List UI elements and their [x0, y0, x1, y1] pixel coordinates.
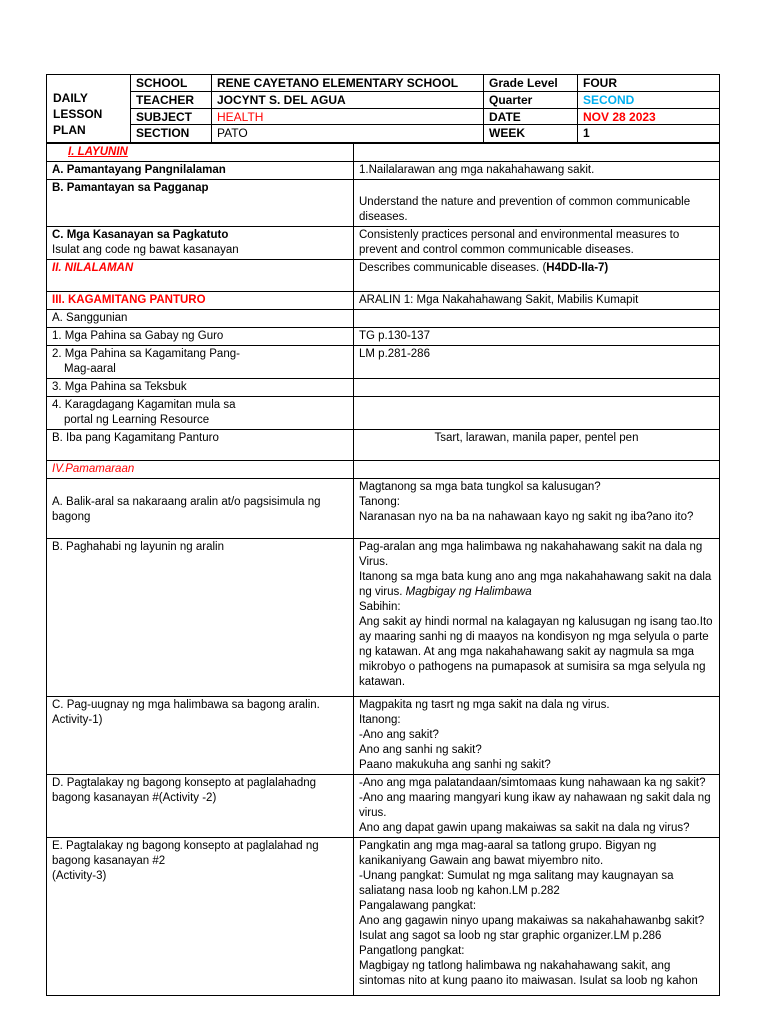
- gabay-label: 1. Mga Pahina sa Gabay ng Guro: [47, 328, 354, 346]
- teacher-label: TEACHER: [131, 92, 212, 109]
- kagamitang-pang-aaral-cell: 2. Mga Pahina sa Kagamitang Pang- Mag-aaral: [47, 346, 354, 379]
- teacher-value: JOCYNT S. DEL AGUA: [212, 92, 484, 109]
- grade-label: Grade Level: [484, 75, 578, 92]
- lesson-table: [46, 143, 720, 996]
- table-row: [47, 310, 720, 328]
- kagamitan-heading: III. KAGAMITANG PANTURO: [47, 292, 354, 310]
- dlp-title: DAILY LESSON PLAN: [47, 75, 131, 142]
- table-row: [47, 328, 720, 346]
- table-row: [47, 775, 720, 838]
- competency-code: H4DD-IIa-7): [546, 262, 609, 274]
- lesson-plan-document: [46, 74, 720, 996]
- iba-kagamitan-value: Tsart, larawan, manila paper, pentel pen: [354, 430, 720, 461]
- week-value: 1: [583, 126, 590, 141]
- pamamaraan-heading: IV.Pamamaraan: [47, 461, 354, 479]
- table-row: [47, 346, 720, 379]
- layunin-heading: I. LAYUNIN: [47, 144, 354, 162]
- karagdagang-kagamitan-cell: 4. Karagdagang Kagamitan mula sa portal ng Learning Resource: [47, 397, 354, 430]
- pag-uugnay-cell: Magpakita ng tasrt ng mga sakit na dala ng virus. Itanong: -Ano ang sakit? Ano ang sanhi ng sakit? Paano makukuha ang sanhi ng sakit?: [354, 697, 720, 775]
- kagamitang-pang-aaral-value: LM p.281-286: [354, 346, 720, 379]
- date-value: NOV 28 2023: [578, 109, 719, 126]
- pagtalakay-2-cell: Pangkatin ang mga mag-aaral sa tatlong grupo. Bigyan ng kanikaniyang Gawain ang bawat miyembro nito. -Unang pangkat: Sumulat ng mga salitang may kaugnayan sa saliatang nasa loob ng kahon.LM p.282 Pangalawang pangkat: Ano ang gagawin ninyo upang makaiwas sa nakahahawanbg sakit? Isulat ang sagot sa loob ng star graphic organizer.LM p.286 Pangatlong pangkat: Magbigay ng tatlong halimbawa ng nakahahawang sakit, ang sintomas nito at kung paano ito maiwasan. Isulat sa loob ng kahon: [354, 838, 720, 996]
- section-label: SECTION: [131, 125, 212, 142]
- table-row: [47, 479, 720, 539]
- header-block: [46, 74, 720, 143]
- table-row: [47, 461, 720, 479]
- pamantayan-pagganap-label: B. Pamantayan sa Pagganap: [47, 180, 354, 227]
- quarter-value: SECOND: [578, 92, 719, 109]
- week-label: WEEK: [484, 125, 578, 142]
- pag-uugnay-label: C. Pag-uugnay ng mga halimbawa sa bagong aralin. Activity-1): [47, 697, 354, 775]
- table-row: [47, 162, 720, 180]
- paghahabi-label: B. Paghahabi ng layunin ng aralin: [47, 539, 354, 697]
- nilalaman-heading: II. NILALAMAN: [47, 260, 354, 292]
- nilalaman-value-cell: Describes communicable diseases. (H4DD-IIa-7): [354, 260, 720, 292]
- pagtalakay-1-cell: -Ano ang mga palatandaan/simtomaas kung nahawaan ka ng sakit? -Ano ang maaring mangyari kung ikaw ay nahawaan ng sakit dala ng virus. Ano ang dapat gawin upang makaiwas sa sakit na dala ng virus?: [354, 775, 720, 838]
- sanggunian-label: A. Sanggunian: [47, 310, 354, 328]
- kagamitan-value: ARALIN 1: Mga Nakahahawang Sakit, Mabilis Kumapit: [354, 292, 720, 310]
- grade-value: FOUR: [578, 75, 719, 92]
- kasanayan-label-cell: [47, 227, 354, 260]
- table-row: [47, 144, 720, 162]
- pagtalakay-1-label: D. Pagtalakay ng bagong konsepto at paglalahadng bagong kasanayan #(Activity -2): [47, 775, 354, 838]
- teksbuk-label: 3. Mga Pahina sa Teksbuk: [47, 379, 354, 397]
- table-row: [47, 292, 720, 310]
- pagtalakay-2-label-cell: E. Pagtalakay ng bagong konsepto at paglalahad ng bagong kasanayan #2 (Activity-3): [47, 838, 354, 996]
- pamantayang-pangnilalaman-value: 1.Nailalarawan ang mga nakahahawang sakit.: [354, 162, 720, 180]
- iba-kagamitan-label: B. Iba pang Kagamitang Panturo: [47, 430, 354, 461]
- table-row: [47, 397, 720, 430]
- subject-label: SUBJECT: [131, 109, 212, 126]
- table-row: [47, 430, 720, 461]
- kasanayan-label: C. Mga Kasanayan sa Pagkatuto: [52, 229, 229, 241]
- balik-aral-label: A. Balik-aral sa nakaraang aralin at/o pagsisimula ng bagong: [47, 479, 354, 539]
- quarter-label: Quarter: [484, 92, 578, 109]
- table-row: [47, 227, 720, 260]
- pamantayang-pangnilalaman-label: A. Pamantayang Pangnilalaman: [47, 162, 354, 180]
- paghahabi-cell: Pag-aralan ang mga halimbawa ng nakahahawang sakit na dala ng Virus. Itanong sa mga bata kung ano ang mga nakahahawang sakit na dala ng virus. Magbigay ng Halimbawa Sabihin: Ang sakit ay hindi normal na kalagayan ng kalusugan ng isang tao.Ito ay maaring sanhi ng di maayos na kondisyon ng mga selyula o parte ng katawan. At ang mga nakahahawang sakit ay nagmula sa mga mikrobyo o pathogens na pumapasok at sumisira sa mga selyula ng katawan.: [354, 539, 720, 697]
- section-value: PATO: [212, 125, 484, 142]
- kasanayan-value: Consistenly practices personal and environmental measures to prevent and control common communicable diseases.: [354, 227, 720, 260]
- pamantayan-pagganap-value: Understand the nature and prevention of common communicable diseases.: [354, 180, 720, 227]
- school-label: SCHOOL: [131, 75, 212, 92]
- table-row: [47, 379, 720, 397]
- table-row: [47, 539, 720, 697]
- table-row: [47, 838, 720, 996]
- table-row: [47, 697, 720, 775]
- table-row: [47, 180, 720, 227]
- balik-aral-cell: Magtanong sa mga bata tungkol sa kalusugan? Tanong: Naranasan nyo na ba na nahawaan kayo ng sakit ng iba?ano ito?: [354, 479, 720, 539]
- kasanayan-sub: Isulat ang code ng bawat kasanayan: [52, 244, 239, 256]
- header-grid: [131, 75, 719, 142]
- subject-value: HEALTH: [212, 109, 484, 126]
- date-label: DATE: [484, 109, 578, 126]
- gabay-value: TG p.130-137: [354, 328, 720, 346]
- table-row: [47, 260, 720, 292]
- school-value: RENE CAYETANO ELEMENTARY SCHOOL: [212, 75, 484, 92]
